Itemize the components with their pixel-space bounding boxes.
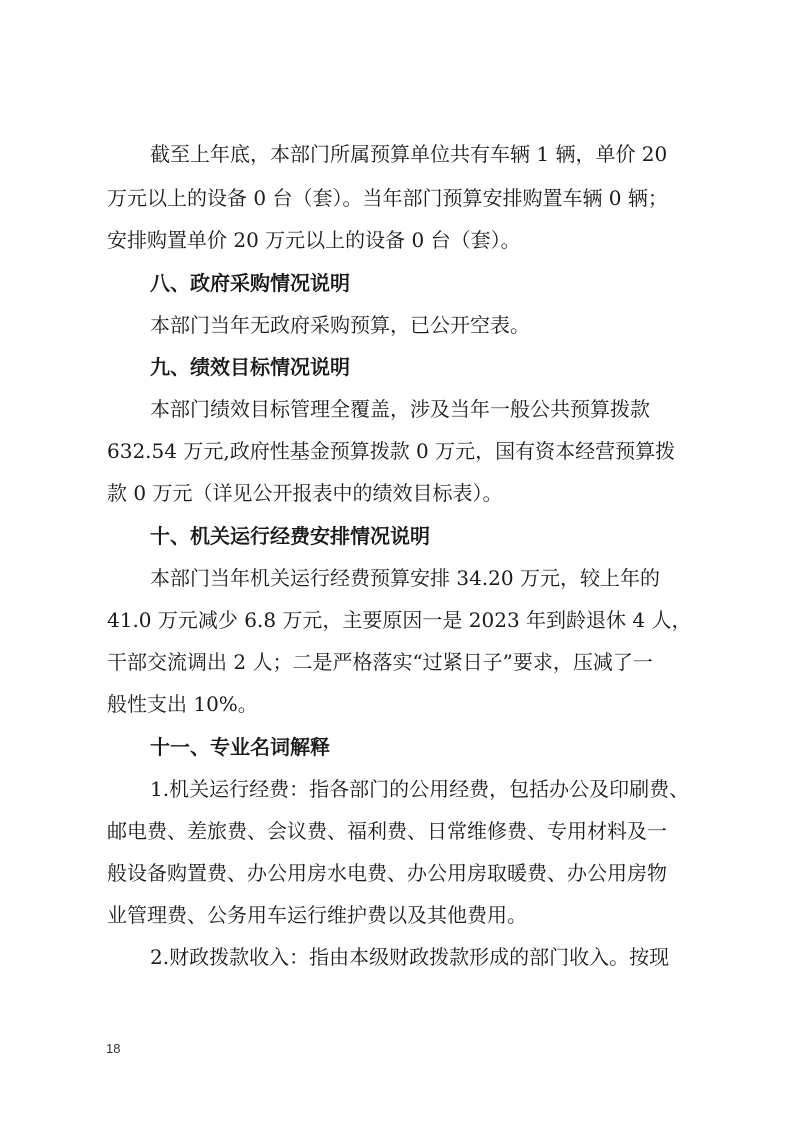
body-text-line: 2.财政拨款收入：指由本级财政拨款形成的部门收入。按现 [150, 945, 670, 969]
body-text-line: 632.54 万元,政府性基金预算拨款 0 万元，国有资本经营预算拨 [107, 439, 676, 463]
body-text-line: 款 0 万元（详见公开报表中的绩效目标表）。 [107, 481, 503, 505]
body-text-line: 业管理费、公务用车运行维护费以及其他费用。 [107, 903, 527, 927]
section-heading-8: 八、政府采购情况说明 [150, 271, 350, 295]
body-text-line: 安排购置单价 20 万元以上的设备 0 台（套）。 [107, 228, 521, 252]
body-text-line: 般设备购置费、办公用房水电费、办公用房取暖费、办公用房物 [107, 861, 667, 885]
section-heading-10: 十、机关运行经费安排情况说明 [150, 524, 430, 548]
body-text-line: 邮电费、差旅费、会议费、福利费、日常维修费、专用材料及一 [107, 819, 667, 843]
body-text-line: 截至上年底，本部门所属预算单位共有车辆 1 辆，单价 20 [150, 142, 668, 166]
section-heading-9: 九、绩效目标情况说明 [150, 355, 350, 379]
page-number: 18 [106, 1041, 121, 1056]
body-text-line: 干部交流调出 2 人；二是严格落实“过紧日子”要求，压减了一 [107, 650, 653, 674]
body-text-line: 本部门当年无政府采购预算，已公开空表。 [150, 313, 530, 337]
body-text-line: 万元以上的设备 0 台（套）。当年部门预算安排购置车辆 0 辆； [107, 186, 668, 210]
body-text-line: 般性支出 10%。 [107, 692, 258, 716]
body-text-line: 41.0 万元减少 6.8 万元，主要原因一是 2023 年到龄退休 4 人， [107, 608, 692, 632]
body-text-line: 1.机关运行经费：指各部门的公用经费，包括办公及印刷费、 [150, 777, 690, 801]
body-text-line: 本部门当年机关运行经费预算安排 34.20 万元，较上年的 [150, 566, 660, 590]
body-text-line: 本部门绩效目标管理全覆盖，涉及当年一般公共预算拨款 [150, 397, 650, 421]
section-heading-11: 十一、专业名词解释 [150, 735, 330, 759]
